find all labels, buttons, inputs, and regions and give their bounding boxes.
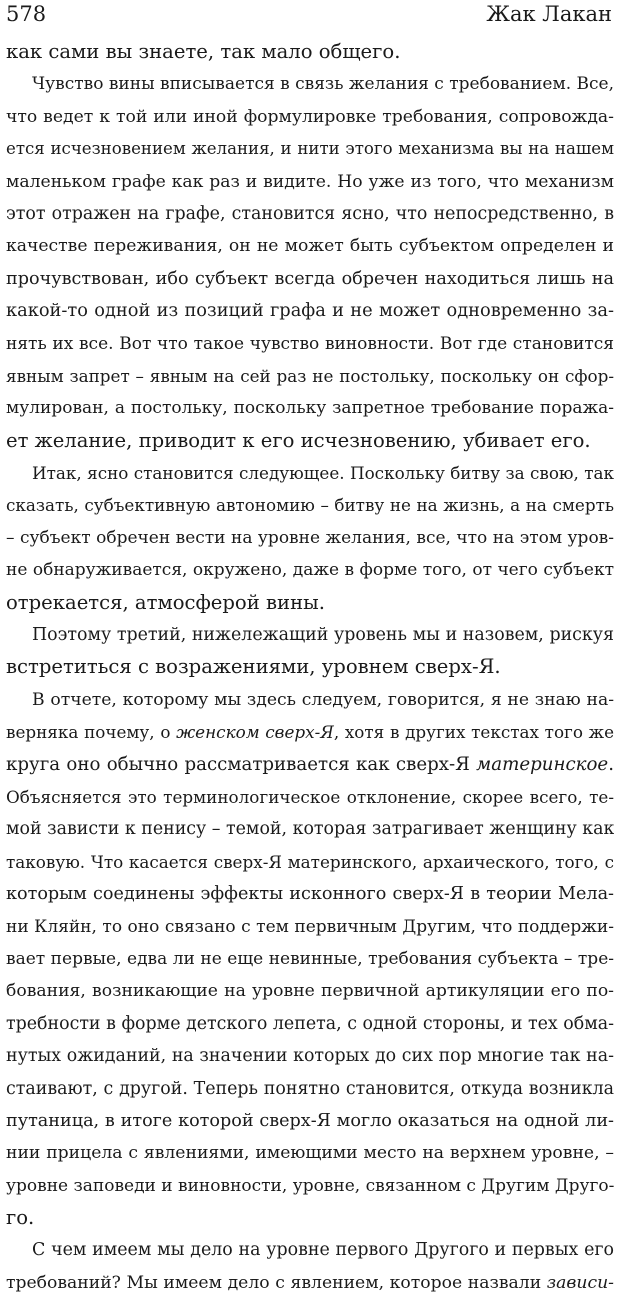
text-line: – субъект обречен вести на уровне желания, все, что на этом уров- (6, 527, 614, 548)
text-line: как сами вы знаете, так мало общего. (6, 40, 401, 63)
text-line: Чувство вины вписывается в связь желания с требованием. Все, (32, 74, 614, 95)
italic-term: зависи- (546, 1272, 614, 1293)
text-line (6, 716, 614, 748)
text-line: сказать, субъективную автономию – битву не на жизнь, а на смерть (6, 495, 614, 516)
text-line: встретиться с возражениями, уровнем сверх-Я. (6, 655, 501, 679)
text-line: стаивают, с другой. Теперь понятно становится, откуда возникла (6, 1078, 614, 1099)
text-line: мой зависти к пенису – темой, которая затрагивает женщину как (6, 819, 614, 840)
text-line (6, 749, 614, 781)
page-number: 578 (6, 2, 47, 26)
page-header (0, 0, 620, 34)
text-line: мулирован, а постольку, поскольку запретное требование поража- (6, 398, 614, 419)
text-line: С чем имеем мы дело на уровне первого Другого и первых его (32, 1240, 614, 1261)
text-line: ет желание, приводит к его исчезновению, убивает его. (6, 428, 591, 452)
text-line: бования, возникающие на уровне первичной артикуляции его по- (6, 981, 614, 1002)
text-line: нять их все. Вот что такое чувство виновности. Вот где становится (6, 333, 614, 354)
text-line: В отчете, которому мы здесь следуем, говорится, я не знаю на- (32, 689, 614, 710)
text-line: этот отражен на графе, становится ясно, что непосредственно, в (6, 203, 614, 224)
text-segment: верняка почему, о (6, 722, 177, 743)
text-line: Итак, ясно становится следующее. Поскольку битву за свою, так (32, 463, 614, 484)
italic-term: женском сверх-Я (176, 722, 334, 743)
text-line: маленьком графе как раз и видите. Но уже из того, что механизм (6, 171, 614, 192)
text-line: го. (6, 1206, 35, 1230)
text-line: вает первые, едва ли не еще невинные, требования субъекта – тре- (6, 948, 614, 969)
text-line (6, 1267, 614, 1299)
text-line: нии прицела с явлениями, имеющими место на верхнем уровне, – (6, 1143, 614, 1164)
text-segment: , хотя в других текстах того же (333, 722, 614, 743)
italic-term: материнское (476, 753, 609, 775)
text-line: таковую. Что касается сверх-Я материнского, архаического, того, с (6, 851, 614, 872)
text-line: явным запрет – явным на сей раз не постольку, поскольку он сфор- (6, 365, 614, 386)
running-head: Жак Лакан (486, 2, 612, 26)
text-line: не обнаруживается, окружено, даже в форме того, от чего субъект (6, 560, 614, 581)
text-line: ется исчезновением желания, и нити этого механизма вы на нашем (6, 139, 614, 159)
text-line: требности в форме детского лепета, с одной стороны, и тех обма- (6, 1013, 614, 1034)
text-line: нутых ожиданий, на значении которых до сих пор многие так на- (6, 1046, 614, 1067)
text-segment: требований? Мы имеем дело с явлением, которое назвали (6, 1272, 547, 1293)
text-line: ни Кляйн, то оно связано с тем первичным Другим, что поддержи- (6, 916, 614, 937)
text-line: которым соединены эффекты исконного сверх-Я в теории Мела- (6, 884, 614, 905)
text-line: путаница, в итоге которой сверх-Я могло оказаться на одной ли- (6, 1110, 614, 1131)
text-line: качестве переживания, он не может быть субъектом определен и (6, 236, 614, 257)
text-line: Объясняется это терминологическое отклонение, скорее всего, те- (6, 786, 614, 807)
text-segment: . (608, 753, 614, 775)
text-line: отрекается, атмосферой вины. (6, 590, 325, 614)
text-line: уровне заповеди и виновности, уровне, связанном с Другим Друго- (6, 1175, 614, 1196)
text-line: какой-то одной из позиций графа и не может одновременно за- (6, 300, 614, 322)
text-line: что ведет к той или иной формулировке требования, сопровожда- (6, 106, 614, 127)
text-line: Поэтому третий, нижележащий уровень мы и назовем, рискуя (32, 625, 614, 646)
body-text (6, 36, 614, 1299)
text-segment: круга оно обычно рассматривается как сверх-Я (6, 753, 477, 775)
text-line: прочувствован, ибо субъект всегда обречен находиться лишь на (6, 268, 614, 289)
